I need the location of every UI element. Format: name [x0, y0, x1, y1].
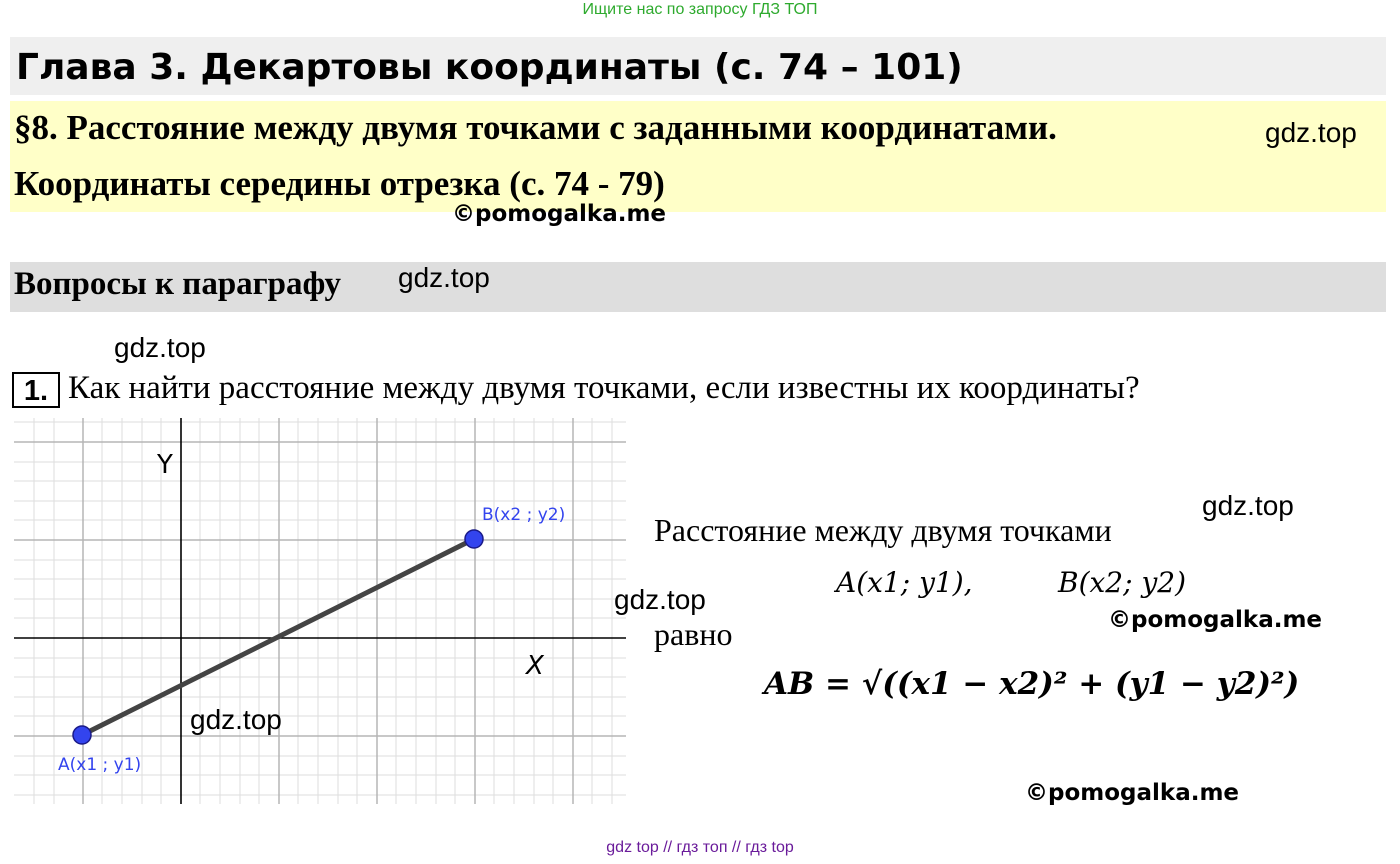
watermark-pomogalka: ©pomogalka.me [1108, 607, 1323, 633]
coordinate-graph [14, 418, 626, 804]
answer-line1: Расстояние между двумя точками [654, 512, 1112, 548]
top-search-link[interactable]: Ищите нас по запросу ГДЗ ТОП [582, 1, 818, 18]
watermark-gdz: gdz.top [114, 332, 206, 363]
watermark-gdz: gdz.top [1265, 117, 1357, 148]
questions-title: Вопросы к параграфу [14, 266, 342, 302]
watermark-gdz: gdz.top [1202, 490, 1294, 521]
answer-word: равно [654, 616, 733, 652]
point-b-marker [465, 530, 483, 548]
watermark-pomogalka: ©pomogalka.me [452, 201, 667, 227]
point-b-coordinates: B(x2; y2) [1058, 566, 1186, 599]
point-a-label: A(x1 ; y1) [58, 755, 142, 775]
question-number: 1. [12, 372, 60, 408]
section-title-line2: Координаты середины отрезка (с. 74 - 79) [14, 164, 665, 203]
bottom-links[interactable]: gdz top // гдз топ // гдз top [606, 839, 794, 856]
section-title-line1: §8. Расстояние между двумя точками с заданными координатами. [14, 108, 1057, 147]
watermark-gdz: gdz.top [190, 704, 282, 735]
axis-x-label: X [526, 651, 544, 681]
axis-y-label: Y [157, 450, 173, 480]
grid-minor [14, 418, 626, 804]
point-a-coordinates: A(x1; y1), [836, 566, 973, 599]
point-a-marker [73, 726, 91, 744]
distance-formula: AB = √((x1 − x2)² + (y1 − y2)²) [764, 666, 1300, 702]
watermark-gdz: gdz.top [614, 584, 706, 615]
watermark-gdz: gdz.top [398, 262, 490, 293]
question-text: Как найти расстояние между двумя точками, если известны их координаты? [68, 370, 1140, 406]
point-b-label: B(x2 ; y2) [482, 505, 566, 525]
watermark-pomogalka: ©pomogalka.me [1025, 780, 1240, 806]
chapter-title: Глава 3. Декартовы координаты (с. 74 – 101) [10, 37, 1386, 95]
